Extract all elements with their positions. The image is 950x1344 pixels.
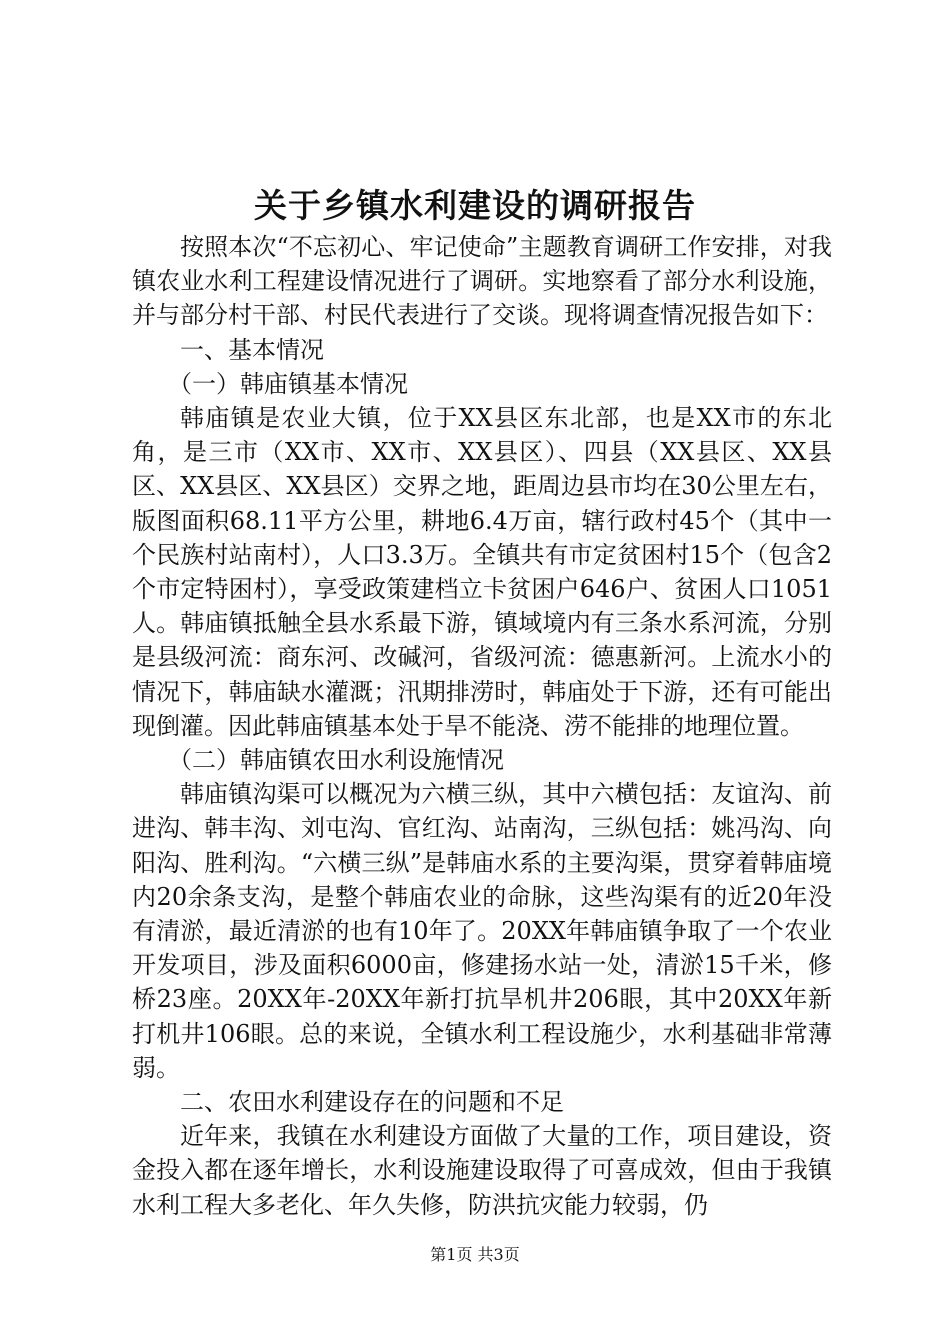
page-number: 第1页 共3页 xyxy=(430,1245,520,1264)
paragraph-intro: 按照本次“不忘初心、牢记使命”主题教育调研工作安排，对我镇农业水利工程建设情况进行了调研。实地察看了部分水利设施，并与部分村干部、村民代表进行了交谈。现将调查情况报告如下： xyxy=(132,233,832,330)
document-title: 关于乡镇水利建设的调研报告 xyxy=(254,186,696,225)
document-body xyxy=(132,230,832,1222)
paragraph-town-basics: 韩庙镇是农业大镇，位于XX县区东北部，也是XX市的东北角，是三市（XX市、XX市、XX县区）、四县（XX县区、XX县区、XX县区、XX县区）交界之地，距周边县市均在30公里左右，版图面积68.11平方公里，耕地6.4万亩，辖行政村45个（其中一个民族村站南村），人口3.3万。全镇共有市定贫困村15个（包含2个市定特困村），享受政策建档立卡贫困户646户、贫困人口1051人。韩庙镇抵触全县水系最下游，镇域境内有三条水系河流，分别是县级河流：商东河、改碱河，省级河流：德惠新河。上流水小的情况下，韩庙缺水灌溉；汛期排涝时，韩庙处于下游，还有可能出现倒灌。因此韩庙镇基本处于旱不能浇、涝不能排的地理位置。 xyxy=(132,404,832,740)
subsection-heading-irrigation: （二）韩庙镇农田水利设施情况 xyxy=(168,746,504,775)
subsection-heading-town-basics: （一）韩庙镇基本情况 xyxy=(168,369,408,398)
section-heading-problems: 二、农田水利建设存在的问题和不足 xyxy=(180,1088,564,1117)
paragraph-irrigation: 韩庙镇沟渠可以概况为六横三纵，其中六横包括：友谊沟、前进沟、韩丰沟、刘屯沟、官红沟、站南沟，三纵包括：姚冯沟、向阳沟、胜利沟。“六横三纵”是韩庙水系的主要沟渠，贯穿着韩庙境内20余条支沟，是整个韩庙农业的命脉，这些沟渠有的近20年没有清淤，最近清淤的也有10年了。20XX年韩庙镇争取了一个农业开发项目，涉及面积6000亩，修建扬水站一处，清淤15千米，修桥23座。20XX年-20XX年新打抗旱机井206眼，其中20XX年新打机井106眼。总的来说，全镇水利工程设施少，水利基础非常薄弱。 xyxy=(132,780,832,1082)
section-heading-basic: 一、基本情况 xyxy=(180,335,324,364)
paragraph-problems: 近年来，我镇在水利建设方面做了大量的工作，项目建设，资金投入都在逐年增长，水利设施建设取得了可喜成效，但由于我镇水利工程大多老化、年久失修，防洪抗灾能力较弱，仍 xyxy=(132,1122,832,1219)
